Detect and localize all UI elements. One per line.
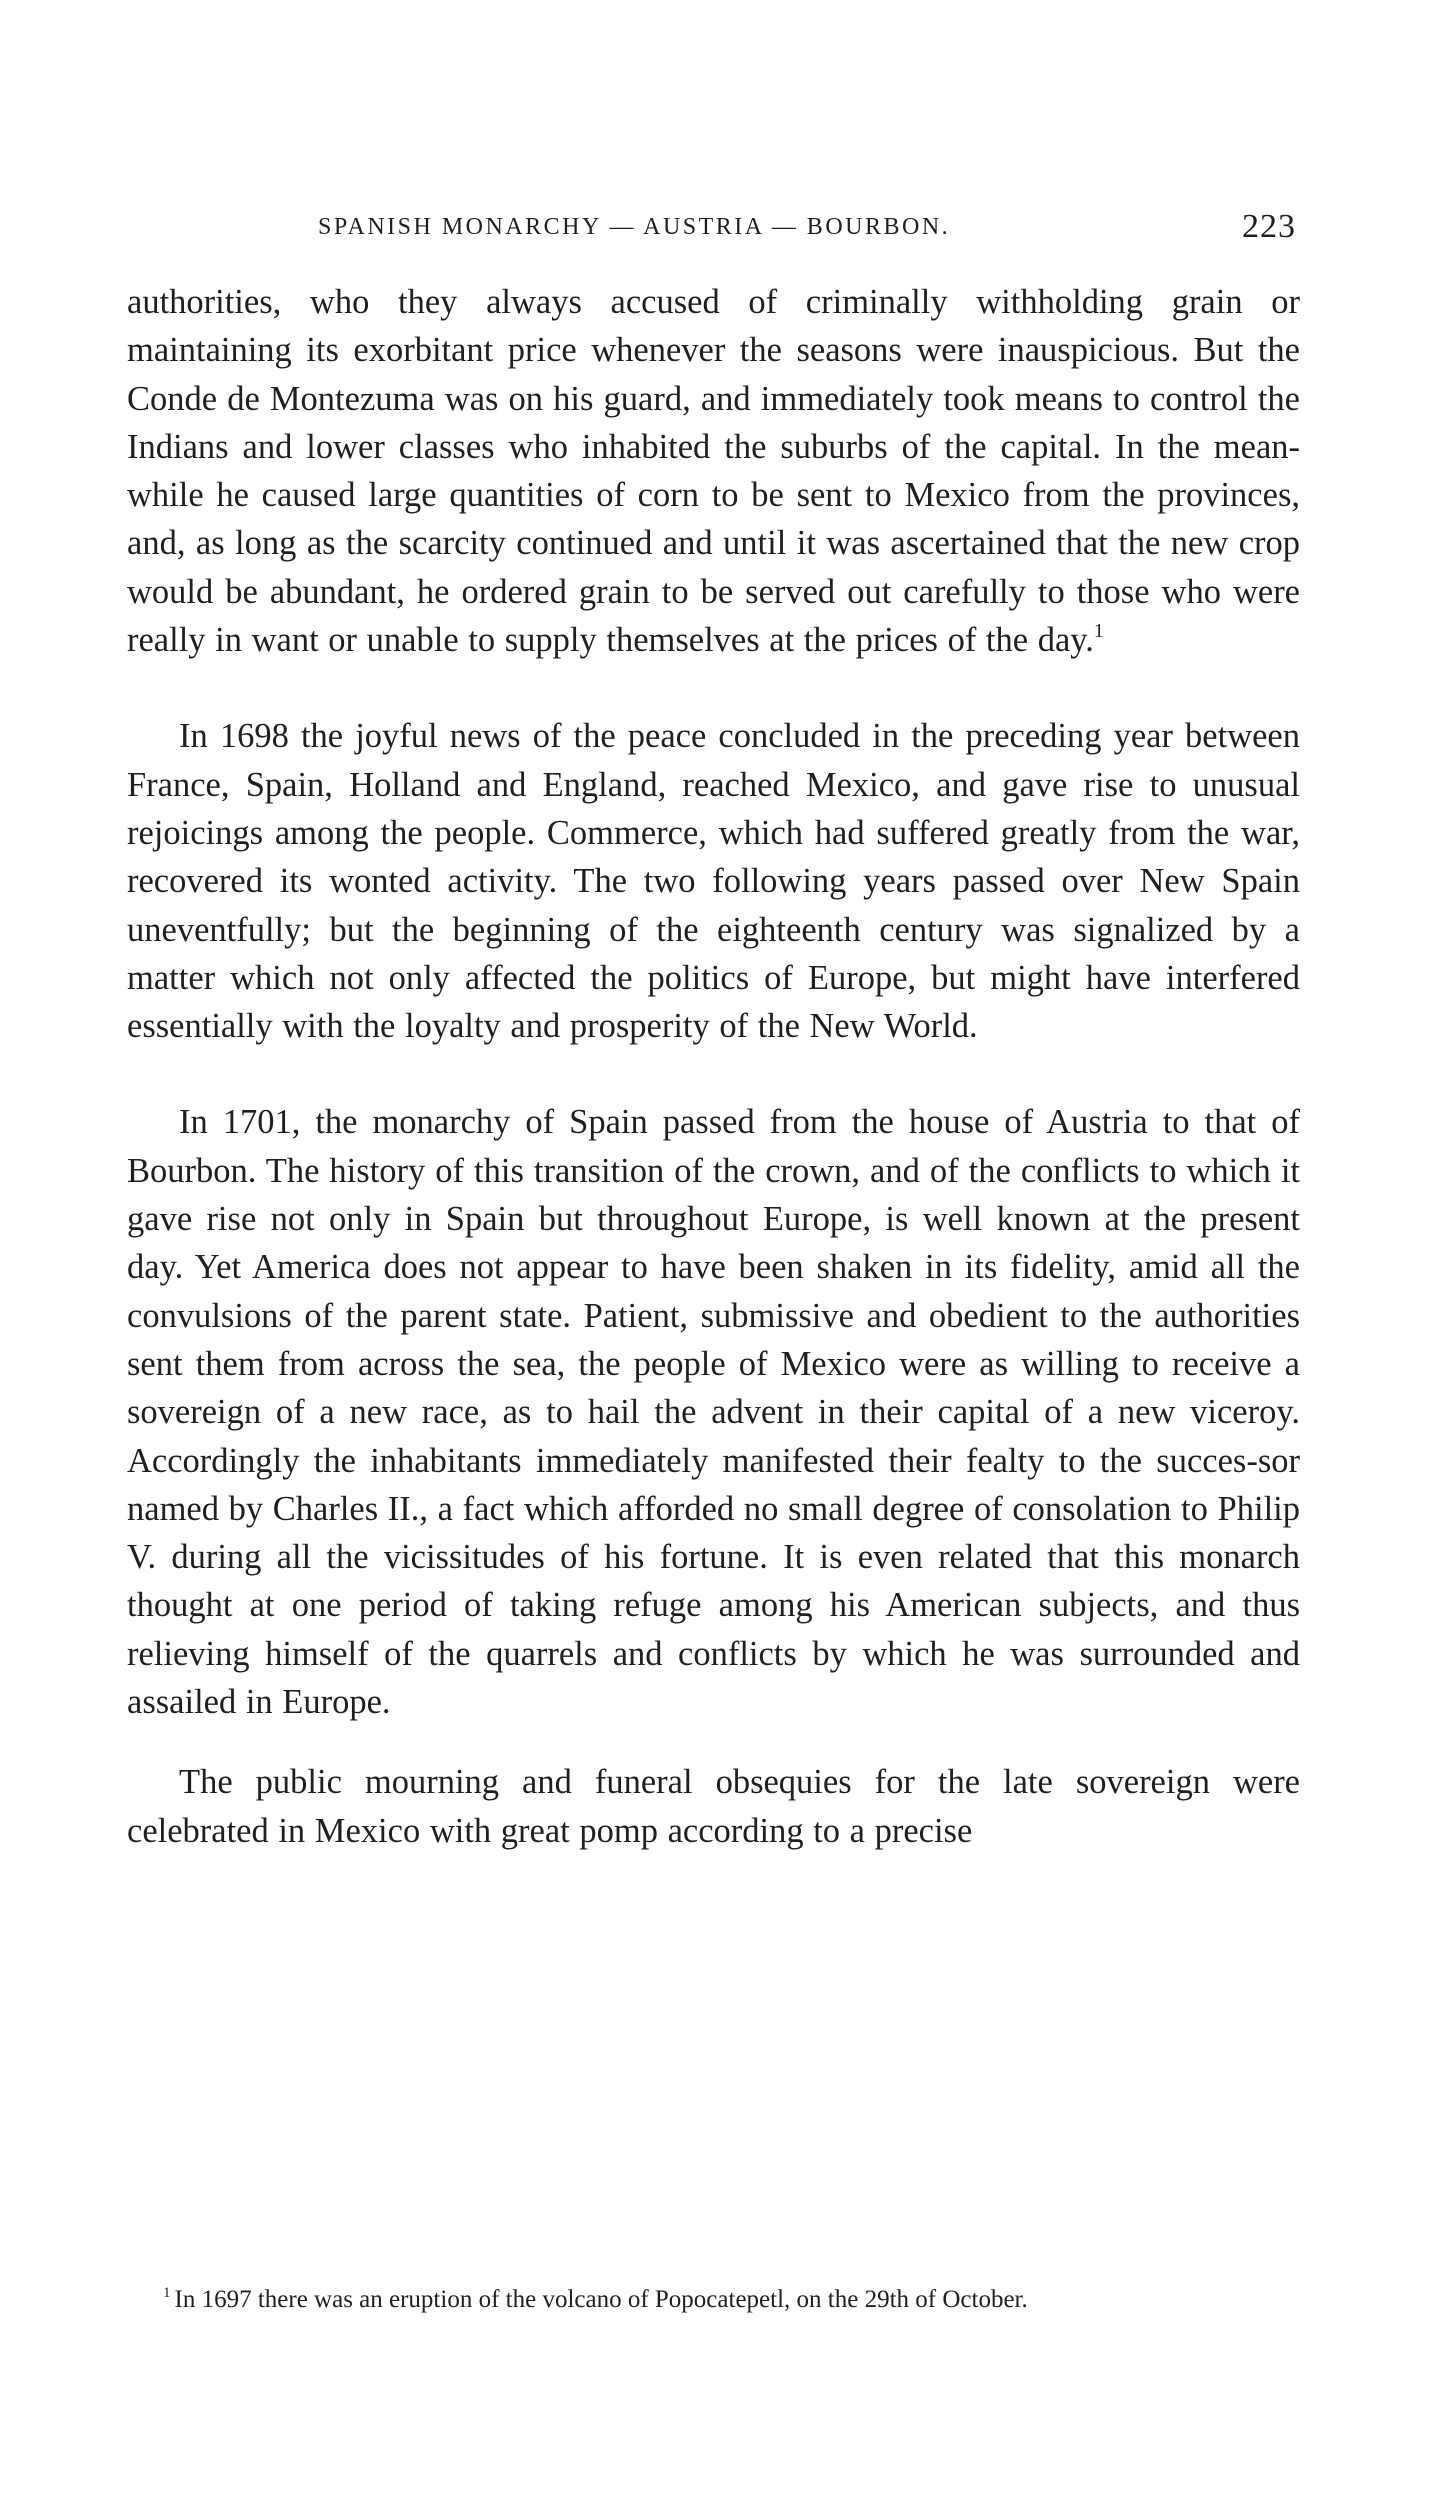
footnote-reference: 1	[1093, 620, 1104, 643]
running-head	[318, 208, 1318, 248]
paragraph-1	[127, 278, 1300, 664]
footnote-mark: 1	[163, 2285, 171, 2301]
paragraph-4: The public mourning and funeral obsequies for the late sovereign were celebrated in Mexico with great pomp according to a precise	[127, 1763, 1300, 1850]
body-text	[127, 278, 1300, 1855]
page-number: 223	[1242, 208, 1296, 245]
footnote-text: In 1697 there was an eruption of the volcano of Popocatepetl, on the 29th of October.	[174, 2286, 1028, 2313]
paragraph-1-text: authorities, who they always accused of criminally withholding grain or maintaining its exorbitant price whenever the seasons were inauspicious. But the Conde de Montezuma was on his guard, and immediately took means to control the Indians and lower classes who inhabited the suburbs of the capital. In the mean-while he caused large quantities of corn to be sent to Mexico from the provinces, and, as long as the scarcity continued and until it was ascertained that the new crop would be abundant, he ordered grain to be served out carefully to those who were really in want or unable to supply themselves at the prices of the day.	[127, 283, 1300, 660]
footnote	[127, 2282, 1300, 2318]
running-title: SPANISH MONARCHY — AUSTRIA — BOURBON.	[318, 214, 951, 240]
paragraph-2: In 1698 the joyful news of the peace concluded in the preceding year between France, Spain, Holland and England, reached Mexico, and gave rise to unusual rejoicings among the people. Commerce, which had suffered greatly from the war, recovered its wonted activity. The two following years passed over New Spain uneventfully; but the beginning of the eighteenth century was signalized by a matter which not only affected the politics of Europe, but might have interfered essentially with the loyalty and prosperity of the New World.	[127, 717, 1300, 1046]
paragraph-3: In 1701, the monarchy of Spain passed from the house of Austria to that of Bourbon. The history of this transition of the crown, and of the conflicts to which it gave rise not only in Spain but throughout Europe, is well known at the present day. Yet America does not appear to have been shaken in its fidelity, amid all the convulsions of the parent state. Patient, submissive and obedient to the authorities sent them from across the sea, the people of Mexico were as willing to receive a sovereign of a new race, as to hail the advent in their capital of a new viceroy. Accordingly the inhabitants immediately manifested their fealty to the succes-sor named by Charles II., a fact which afforded no small degree of consolation to Philip V. during all the vicissitudes of his fortune. It is even related that this monarch thought at one period of taking refuge among his American subjects, and thus relieving himself of the quarrels and conflicts by which he was surrounded and assailed in Europe.	[127, 1103, 1300, 1722]
